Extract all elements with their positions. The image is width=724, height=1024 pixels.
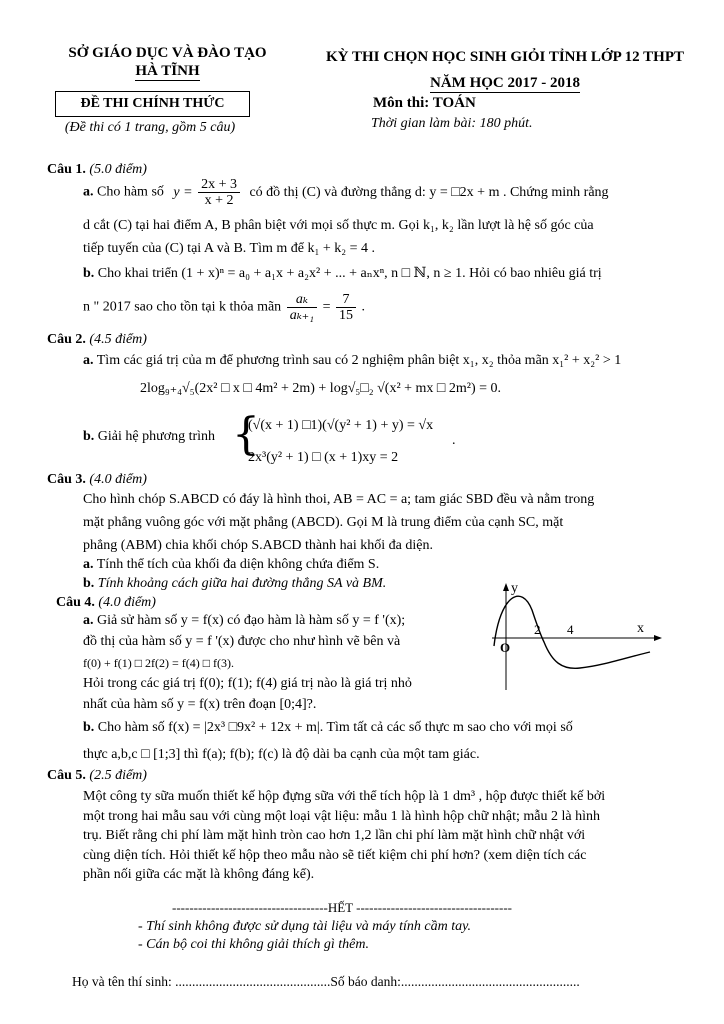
q3-line2: mặt phẳng vuông góc với mặt phẳng (ABCD). Gọi M là trung điểm của cạnh SC, mặt xyxy=(83,515,564,530)
q1-a-line2: d cắt (C) tại hai điểm A, B phân biệt với mọi số thực m. Gọi k₁, k₂ lần lượt là hệ số góc của xyxy=(83,218,594,233)
q4-a-line1 xyxy=(83,612,405,629)
q3-a-text: Tính thể tích của khối đa diện không chứa điểm S. xyxy=(96,557,380,572)
q2-a-equation: 2log₉₊₄√₅(2x² □ x □ 4m² + 2m) + log√₅□₂ √(x² + mx □ 2m²) = 0. xyxy=(140,381,502,396)
q5-points: (2.5 điểm) xyxy=(89,768,147,783)
q4-title: Câu 4. xyxy=(56,595,95,610)
candidate-info-line: Họ và tên thí sinh: ..............................................Số báo danh:..................................................... xyxy=(72,974,580,989)
q4-a-line2: đồ thị của hàm số y = f '(x) được cho như hình vẽ bên và xyxy=(83,634,401,649)
graph-tick-4: 4 xyxy=(567,622,574,637)
q2-a-line1 xyxy=(83,352,621,369)
q4-a-line3: f(0) + f(1) □ 2f(2) = f(4) □ f(3). xyxy=(83,656,234,670)
q1-title: Câu 1. xyxy=(47,162,86,177)
graph-y-label: y xyxy=(511,581,518,596)
graph-x-label: x xyxy=(637,621,644,636)
q4-a-text1: Giả sử hàm số y = f(x) có đạo hàm là hàm số y = f '(x); xyxy=(97,613,406,628)
q4-b-line1 xyxy=(83,719,573,736)
q1-a-text-post: có đồ thị (C) và đường thẳng d: y = □2x + m . Chứng minh rằng xyxy=(249,184,609,200)
q1-a-fn-den: x + 2 xyxy=(204,193,234,208)
q5-line2: một trong hai mẫu sau với cùng một loại vật liệu: mẫu 1 là hình hộp chữ nhật; mẫu 2 là hình xyxy=(83,809,600,824)
q2-b-eq1: (√(x + 1) □1)(√(y² + 1) + y) = √x xyxy=(248,418,434,433)
q3-b-label: b. xyxy=(83,576,95,591)
q4-a-line5: nhất của hàm số y = f(x) trên đoạn [0;4]?. xyxy=(83,697,317,712)
q2-system-brace: { xyxy=(232,409,260,460)
x-axis-arrow xyxy=(654,635,662,641)
q4-heading xyxy=(56,594,156,611)
q4-b-label: b. xyxy=(83,720,95,735)
q3-a xyxy=(83,556,379,573)
q1-b-frac-ak xyxy=(287,292,317,323)
q1-b-label: b. xyxy=(83,266,95,281)
q3-a-label: a. xyxy=(83,557,94,572)
q4-points: (4.0 điểm) xyxy=(98,595,156,610)
q1-b-text2: n " 2017 sao cho tồn tại k thỏa mãn xyxy=(83,299,282,315)
official-label: ĐỀ THI CHÍNH THỨC xyxy=(80,96,225,111)
y-axis-arrow xyxy=(503,583,509,591)
q1-b-end: . xyxy=(361,299,365,315)
q1-heading xyxy=(47,161,147,178)
school-year: NĂM HỌC 2017 - 2018 xyxy=(430,75,580,91)
dept-line-1: SỞ GIÁO DỤC VÀ ĐÀO TẠO xyxy=(68,45,267,61)
q1-b-line1 xyxy=(83,265,602,282)
q2-a-text: Tìm các giá trị của m để phương trình sau có 2 nghiệm phân biệt x₁, x₂ thỏa mãn x₁² + x₂² > 1 xyxy=(96,353,622,368)
q3-title: Câu 3. xyxy=(47,472,86,487)
q4-a-label: a. xyxy=(83,613,94,628)
derivative-graph xyxy=(482,580,682,700)
q2-b-text: Giải hệ phương trình xyxy=(97,429,216,444)
q2-points: (4.5 điểm) xyxy=(89,332,147,347)
q1-b-frac-den: 15 xyxy=(338,308,353,323)
subject: Môn thi: TOÁN xyxy=(373,95,476,111)
q1-b-frac-ak-den: aₖ₊₁ xyxy=(289,308,315,323)
footer-note-2: - Cán bộ coi thi không giải thích gì thêm. xyxy=(138,937,369,952)
q1-a-line1 xyxy=(83,177,609,208)
q5-title: Câu 5. xyxy=(47,768,86,783)
q5-line5: phần nối giữa các mặt là không đáng kể). xyxy=(83,867,315,882)
official-exam-box xyxy=(55,91,250,117)
q3-points: (4.0 điểm) xyxy=(89,472,147,487)
q1-points: (5.0 điểm) xyxy=(89,162,147,177)
q1-a-fn-num: 2x + 3 xyxy=(198,177,240,193)
footer-note-1: - Thí sinh không được sử dụng tài liệu và máy tính cầm tay. xyxy=(138,919,472,934)
q3-line1: Cho hình chóp S.ABCD có đáy là hình thoi, AB = AC = a; tam giác SBD đều và nằm trong xyxy=(83,492,595,507)
q2-b-label: b. xyxy=(83,429,95,444)
q1-a-text: Cho hàm số xyxy=(97,184,164,200)
q5-line3: trụ. Biết rằng chi phí làm mặt hình tròn cao hơn 1,2 lần chi phí làm mặt hình chữ nhật với xyxy=(83,828,586,843)
end-marker: ------------------------------------HẾT ------------------------------------ xyxy=(172,900,512,915)
q3-b-text: Tính khoảng cách giữa hai đường thẳng SA và BM. xyxy=(97,576,387,591)
q5-line4: cùng diện tích. Hỏi thiết kế hộp theo mẫu nào sẽ tiết kiệm chi phí hơn? (xem diện tích các xyxy=(83,848,587,863)
official-note: (Đề thi có 1 trang, gồm 5 câu) xyxy=(64,120,236,135)
graph-origin-label: O xyxy=(500,640,511,655)
q2-b-end: . xyxy=(452,433,456,448)
q5-line1: Một công ty sữa muốn thiết kế hộp đựng sữa với thể tích hộp là 1 dm³ , hộp được thiết kế bởi xyxy=(83,789,606,804)
q2-title: Câu 2. xyxy=(47,332,86,347)
department-name xyxy=(40,44,295,81)
q2-b-eq2: 2x³(y² + 1) □ (x + 1)xy = 2 xyxy=(248,450,399,465)
q3-line3: phẳng (ABM) chia khối chóp S.ABCD thành hai khối đa diện. xyxy=(83,538,433,553)
exam-title xyxy=(300,44,710,96)
exam-time: Thời gian làm bài: 180 phút. xyxy=(371,116,533,131)
q1-a-label: a. xyxy=(83,184,94,200)
dept-line-2: HÀ TĨNH xyxy=(135,63,200,79)
q1-b-frac-715 xyxy=(336,292,356,323)
q1-b-frac-num: 7 xyxy=(336,292,356,308)
q4-a-line4: Hỏi trong các giá trị f(0); f(1); f(4) giá trị nào là giá trị nhỏ xyxy=(83,676,412,691)
exam-title-line: KỲ THI CHỌN HỌC SINH GIỎI TỈNH LỚP 12 THPT xyxy=(326,49,684,65)
q1-a-fn-lhs: y = xyxy=(173,184,193,200)
q4-b-line2: thực a,b,c □ [1;3] thì f(a); f(b); f(c) là độ dài ba cạnh của một tam giác. xyxy=(83,747,480,762)
q1-b-frac-ak-num: aₖ xyxy=(287,292,317,308)
q1-b-eq: = xyxy=(322,299,331,315)
q2-heading xyxy=(47,331,147,348)
q4-b-text1: Cho hàm số f(x) = |2x³ □9x² + 12x + m|. Tìm tất cả các số thực m sao cho với mọi số xyxy=(97,720,573,735)
q2-a-label: a. xyxy=(83,353,94,368)
q5-heading xyxy=(47,767,147,784)
q1-b-text: Cho khai triển (1 + x)ⁿ = a₀ + a₁x + a₂x² + ... + aₙxⁿ, n □ ℕ, n ≥ 1. Hỏi có bao nhiêu giá trị xyxy=(97,266,602,281)
q1-a-fraction xyxy=(198,177,240,208)
q3-b xyxy=(83,575,386,592)
graph-tick-2: 2 xyxy=(534,622,541,637)
q2-b-label-line xyxy=(83,428,215,445)
q1-a-line3: tiếp tuyến của (C) tại A và B. Tìm m để k₁ + k₂ = 4 . xyxy=(83,241,376,256)
q3-heading xyxy=(47,471,147,488)
q1-b-line2 xyxy=(83,292,365,323)
